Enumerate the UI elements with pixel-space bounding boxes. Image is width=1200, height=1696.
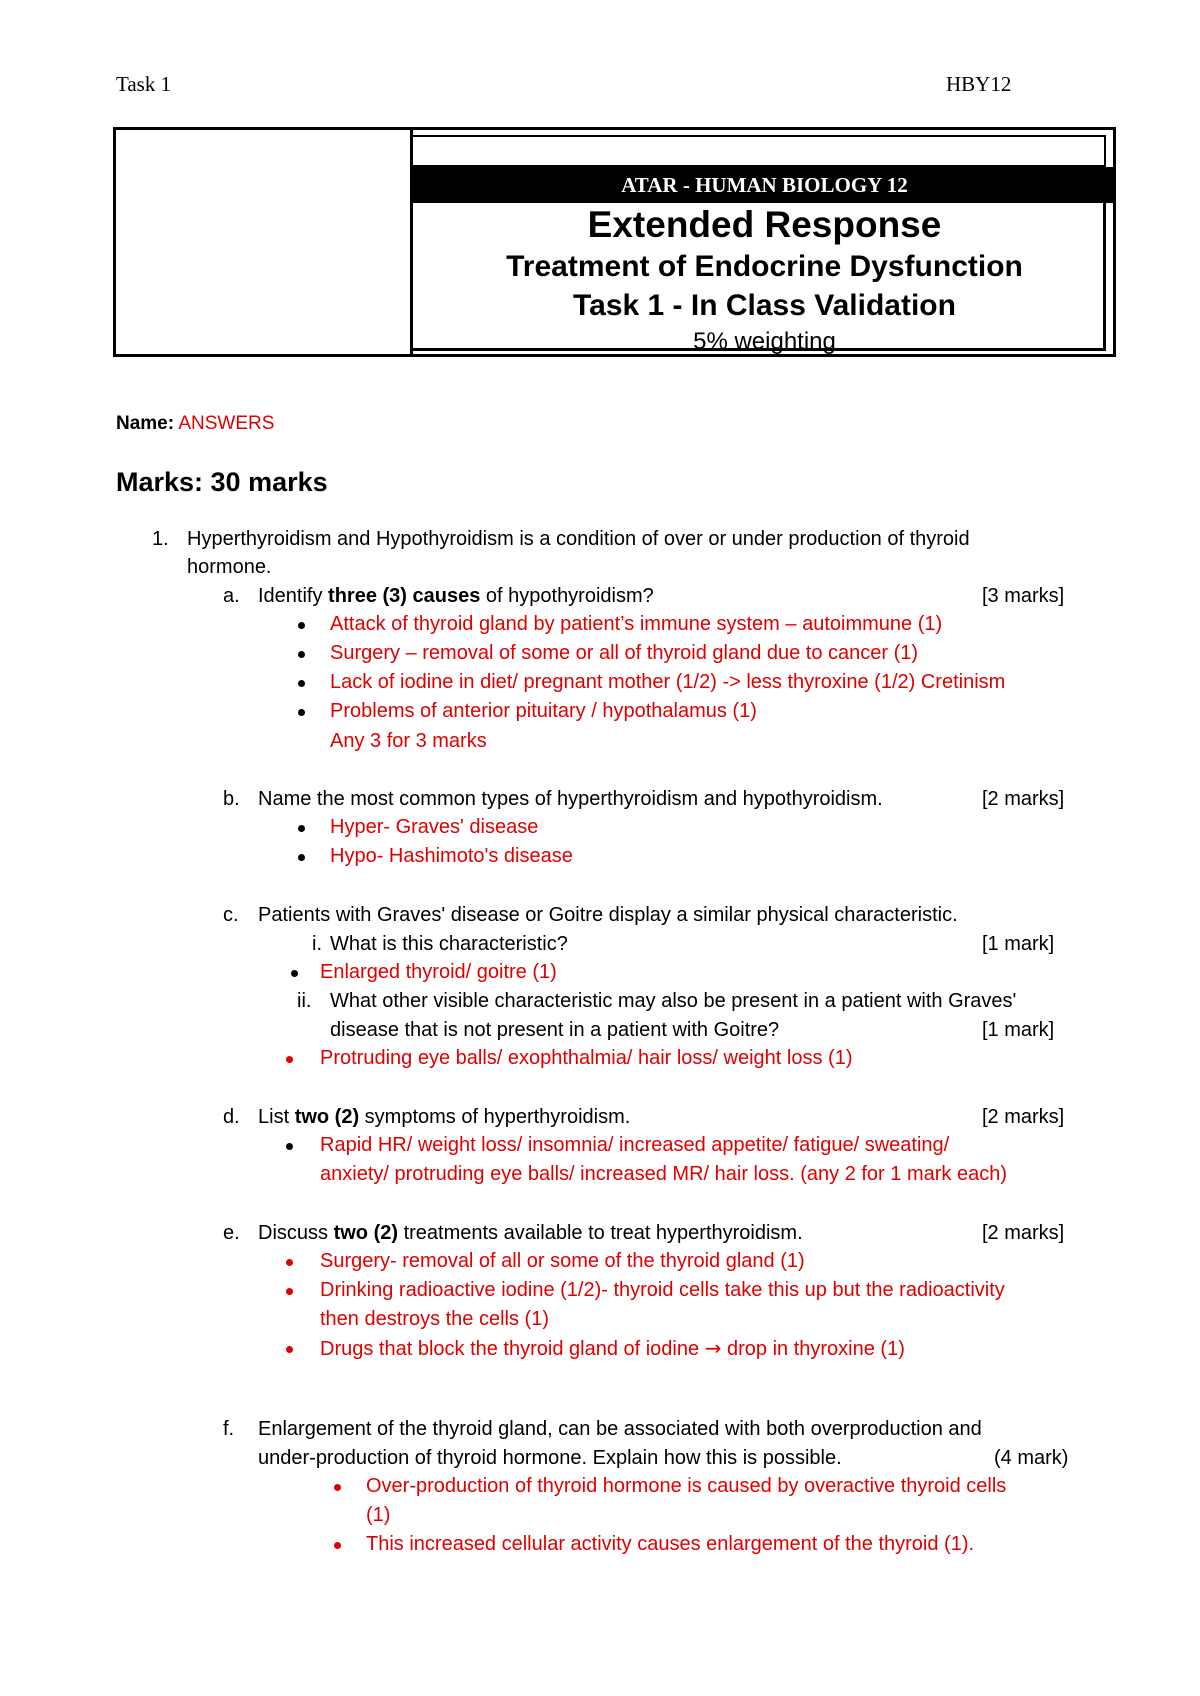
header-task: Task 1	[116, 72, 172, 96]
header-course-code: HBY12	[946, 72, 1012, 96]
part-e-text-pre: Discuss	[258, 1222, 334, 1244]
name-label: Name:	[116, 413, 175, 434]
part-b-marks: [2 marks]	[982, 788, 1065, 810]
answer-item: Attack of thyroid gland by patient’s immune system – autoimmune (1)	[330, 613, 943, 635]
document-title: Extended Response	[587, 204, 942, 245]
part-f-label: f.	[223, 1418, 235, 1440]
part-a-question	[258, 584, 654, 608]
answer-note: Any 3 for 3 marks	[330, 730, 487, 752]
answer-item: Surgery- removal of all or some of the thyroid gland (1)	[320, 1250, 805, 1272]
bullet-icon	[286, 1346, 293, 1353]
answer-item: Hypo- Hashimoto's disease	[330, 845, 573, 867]
part-f-question-line2: under-production of thyroid hormone. Explain how this is possible.	[258, 1447, 842, 1469]
part-a-label: a.	[223, 585, 240, 607]
part-f-marks: (4 mark)	[994, 1447, 1069, 1469]
bullet-icon	[286, 1143, 293, 1150]
part-d-label: d.	[223, 1106, 240, 1128]
answer-item: Hyper- Graves' disease	[330, 816, 539, 838]
arrow-right-icon: →	[704, 1336, 722, 1360]
task-label: Task 1 - In Class Validation	[573, 289, 956, 322]
answer-item: Lack of iodine in diet/ pregnant mother (1/2) -> less thyroxine (1/2) Cretinism	[330, 671, 1006, 693]
bullet-icon	[334, 1542, 341, 1549]
answer-item: Enlarged thyroid/ goitre (1)	[320, 961, 557, 983]
bullet-icon	[286, 1056, 293, 1063]
bullet-icon	[298, 709, 305, 716]
bullet-icon	[298, 825, 305, 832]
part-c-label: c.	[223, 904, 239, 926]
part-e-label: e.	[223, 1222, 240, 1244]
answer-line: then destroys the cells (1)	[320, 1308, 549, 1330]
answer-text: Drugs that block the thyroid gland of iodine	[320, 1338, 705, 1360]
bullet-icon	[298, 651, 305, 658]
bullet-icon	[286, 1259, 293, 1266]
answer-line: anxiety/ protruding eye balls/ increased MR/ hair loss. (any 2 for 1 mark each)	[320, 1163, 1007, 1185]
part-e-text-post: treatments available to treat hyperthyroidism.	[398, 1222, 803, 1244]
document-subtitle: Treatment of Endocrine Dysfunction	[506, 250, 1023, 283]
part-c-ii-label: ii.	[297, 990, 312, 1012]
part-e-text-bold: two (2)	[333, 1222, 399, 1244]
part-f-question-line1: Enlargement of the thyroid gland, can be associated with both overproduction and	[258, 1418, 982, 1440]
part-c-ii-question-line2: disease that is not present in a patient with Goitre?	[330, 1019, 780, 1041]
part-c-i-marks: [1 mark]	[982, 933, 1055, 955]
answer-line: Over-production of thyroid hormone is caused by overactive thyroid cells	[366, 1475, 1007, 1497]
bullet-icon	[286, 1288, 293, 1295]
name-value: ANSWERS	[178, 413, 275, 434]
part-e-marks: [2 marks]	[982, 1222, 1065, 1244]
weighting-label: 5% weighting	[693, 328, 836, 355]
part-c-i-label: i.	[312, 933, 322, 955]
answer-item: Problems of anterior pituitary / hypothalamus (1)	[330, 700, 757, 722]
part-d-text-bold: two (2)	[294, 1106, 360, 1128]
part-a-text-post: of hypothyroidism?	[480, 585, 654, 607]
part-b-label: b.	[223, 788, 240, 810]
answer-line: Drinking radioactive iodine (1/2)- thyroid cells take this up but the radioactivity	[320, 1279, 1005, 1301]
answer-line: Rapid HR/ weight loss/ insomnia/ increased appetite/ fatigue/ sweating/	[320, 1134, 950, 1156]
part-d-question	[258, 1105, 630, 1129]
question-text-line1: Hyperthyroidism and Hypothyroidism is a condition of over or under production of thyroid	[187, 528, 970, 550]
bullet-icon	[298, 854, 305, 861]
title-box-top-cell	[413, 135, 1106, 167]
answer-item: This increased cellular activity causes enlargement of the thyroid (1).	[366, 1533, 975, 1555]
part-e-question	[258, 1221, 803, 1245]
question-number: 1.	[152, 528, 169, 550]
part-b-question: Name the most common types of hyperthyroidism and hypothyroidism.	[258, 788, 883, 810]
part-c-question: Patients with Graves' disease or Goitre display a similar physical characteristic.	[258, 904, 958, 926]
bullet-icon	[298, 622, 305, 629]
question-text-line2: hormone.	[187, 556, 272, 578]
name-line	[116, 413, 274, 435]
bullet-icon	[298, 680, 305, 687]
part-d-text-pre: List	[258, 1106, 295, 1128]
marks-total: Marks: 30 marks	[116, 467, 328, 497]
part-d-marks: [2 marks]	[982, 1106, 1065, 1128]
part-a-text-pre: Identify	[258, 585, 329, 607]
course-bar: ATAR - HUMAN BIOLOGY 12	[413, 167, 1116, 203]
part-c-ii-question-line1: What other visible characteristic may also be present in a patient with Graves'	[330, 990, 1017, 1012]
part-a-text-bold: three (3) causes	[328, 585, 481, 607]
answer-item	[320, 1336, 905, 1361]
part-d-text-post: symptoms of hyperthyroidism.	[359, 1106, 631, 1128]
answer-line: (1)	[366, 1504, 391, 1526]
part-c-i-question: What is this characteristic?	[330, 933, 568, 955]
bullet-icon	[291, 970, 298, 977]
part-c-ii-marks: [1 mark]	[982, 1019, 1055, 1041]
bullet-icon	[334, 1484, 341, 1491]
answer-item: Surgery – removal of some or all of thyroid gland due to cancer (1)	[330, 642, 919, 664]
part-a-marks: [3 marks]	[982, 585, 1065, 607]
answer-text: drop in thyroxine (1)	[721, 1338, 905, 1360]
answer-item: Protruding eye balls/ exophthalmia/ hair loss/ weight loss (1)	[320, 1047, 853, 1069]
